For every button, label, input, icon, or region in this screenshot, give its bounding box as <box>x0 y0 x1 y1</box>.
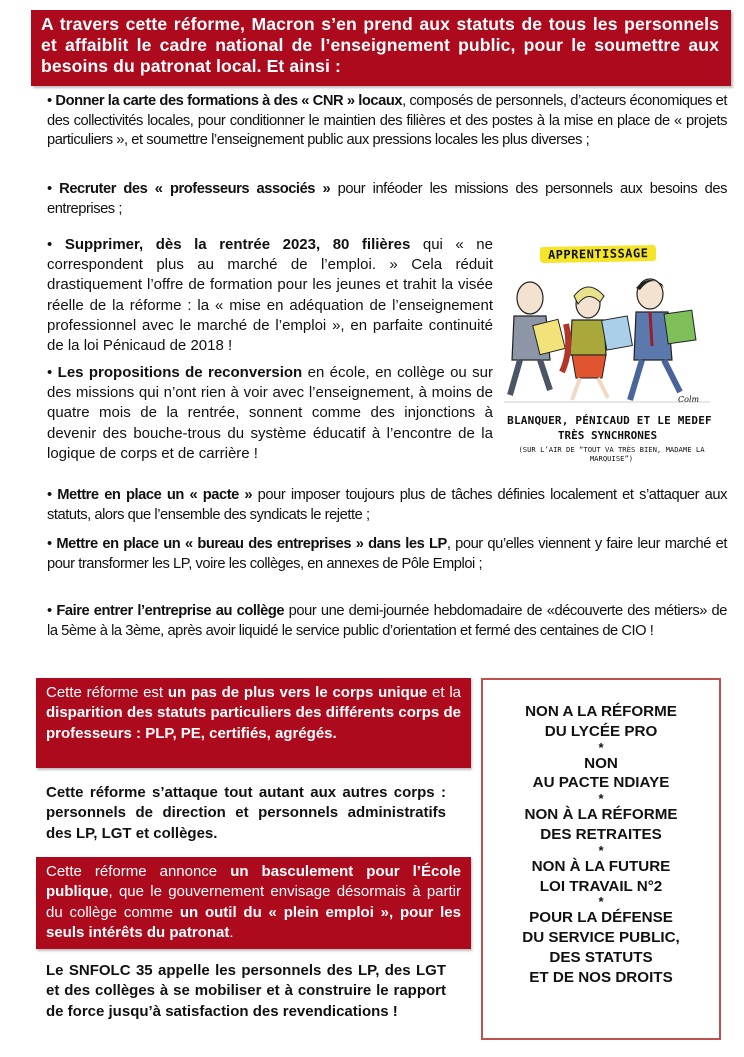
cartoon-caption-title: BLANQUER, PÉNICAUD ET LE MEDEF <box>507 414 712 427</box>
header-banner <box>31 10 731 86</box>
bullet-marker: • <box>47 536 52 552</box>
bullet-marker: • <box>47 364 53 381</box>
slogan-group-pacte <box>483 754 719 794</box>
bullet-lead: Donner la carte des formations à des « CNR » locaux <box>55 93 403 109</box>
bullet-text: pour imposer toujours plus de tâches définies localement et s’attaquer aux statuts, alors que l’ensemble des syndicats le rejette ; <box>47 487 727 523</box>
slogan-group-defense <box>483 908 719 987</box>
bullet-item-entreprise-college <box>47 602 727 641</box>
bullet-item-professeurs-associes <box>47 180 727 219</box>
slogan-line: NON À LA FUTURE <box>531 857 671 875</box>
bullet-marker: • <box>47 181 52 197</box>
slogan-separator: * <box>598 791 604 807</box>
red-callout-text <box>46 683 461 744</box>
slogan-line: ET DE NOS DROITS <box>529 968 673 986</box>
cartoon-illustration <box>500 240 715 463</box>
cartoon-signature: Colm <box>678 395 700 404</box>
cartoon-drawing <box>500 260 715 410</box>
bullet-text: qui « ne correspondent plus au marché de l’emploi. » Cela réduit drastiquement l’offre de formation pour les jeunes et trahit la visée réelle de la réforme : la « mise en adéquation de l’enseignement professionnel avec le marché de l’emploi », en parfaite continuité de la loi Pénicaud de 2018 ! <box>47 236 493 355</box>
bullet-marker: • <box>47 93 52 109</box>
slogan-line: DES STATUTS <box>549 948 653 966</box>
bullet-text: , composés de personnels, d’acteurs économiques et des collectivités locales, pour conditionner le maintien des filières et des postes à la mise en place de « projets particuliers », et soumettre l’enseignement public aux pressions locales les plus diverses ; <box>47 93 727 149</box>
callout-text: et la <box>427 684 461 701</box>
bullet-marker: • <box>47 487 52 503</box>
red-callout-corps-unique <box>36 678 471 768</box>
bullet-item-cnr <box>47 92 727 151</box>
bullet-lead: Faire entrer l’entreprise au collège <box>56 603 285 619</box>
cartoon-figure-middle <box>562 287 632 400</box>
bullet-text: en école, en collège ou sur des missions qui n’ont rien à voir avec l’enseignement, à moins de quatre mois de la rentrée, sonnent comme des injonctions à devenir des bouche-trous du système éducatif à l’encontre de la logique de corps et de carrière ! <box>47 364 493 462</box>
cartoon-caption-subtitle: TRÈS SYNCHRONES <box>557 429 658 442</box>
bullet-text: , pour qu’elles viennent y faire leur marché et pour transformer les LP, voire les collèges, en annexes de Pôle Emploi ; <box>47 536 727 572</box>
slogan-line: POUR LA DÉFENSE <box>529 909 673 927</box>
callout-emphasis: un basculement pour l’École publique <box>46 863 461 901</box>
slogan-box <box>481 678 721 1040</box>
bullet-text: pour une demi-journée hebdomadaire de «découverte des métiers» de la 5ème à la 3ème, après avoir liquidé le service public d’orientation et fermé des centaines de CIO ! <box>47 603 727 639</box>
slogan-group-lycee-pro <box>483 702 719 742</box>
bullet-marker: • <box>47 603 52 619</box>
cartoon-figure-right <box>630 279 696 400</box>
slogan-line: DU LYCÉE PRO <box>544 722 658 740</box>
red-callout-basculement <box>36 857 471 949</box>
bullet-lead: Recruter des « professeurs associés » <box>59 181 331 197</box>
callout-emphasis: un outil du « plein emploi », pour les seuls intérêts du patronat <box>46 903 461 942</box>
bullet-item-bureau-entreprises <box>47 535 727 574</box>
callout-text: Cette réforme annonce <box>46 863 231 880</box>
slogan-group-loi-travail <box>483 857 719 897</box>
slogan-line: NON À LA RÉFORME <box>524 806 678 824</box>
bullet-lead: Les propositions de reconversion <box>57 364 303 381</box>
bullet-item-reconversion <box>47 363 493 464</box>
cartoon-tag: APPRENTISSAGE <box>540 245 657 263</box>
slogan-line: DES RETRAITES <box>540 825 662 843</box>
slogan-separator: * <box>598 894 604 910</box>
slogan-separator: * <box>598 842 604 858</box>
callout-emphasis: disparition des statuts particuliers des différents corps de professeurs : PLP, PE, certifiés, agrégés. <box>46 704 461 742</box>
paragraph-autres-corps: Cette réforme s’attaque tout autant aux autres corps : personnels de direction et personnels administratifs des LP, LGT et collèges. <box>46 784 446 842</box>
bullet-item-pacte <box>47 486 727 525</box>
slogan-line: AU PACTE NDIAYE <box>532 774 670 792</box>
slogan-line: NON A LA RÉFORME <box>525 703 677 720</box>
callout-emphasis: un pas de plus vers le corps unique <box>167 684 428 701</box>
slogan-line: LOI TRAVAIL N°2 <box>539 877 663 895</box>
callout-text: Cette réforme est <box>46 684 168 701</box>
slogan-line: DU SERVICE PUBLIC, <box>522 929 680 947</box>
paragraph-appel-mobilisation: Le SNFOLC 35 appelle les personnels des LP, des LGT et des collèges à se mobiliser et à construire le rapport de force jusqu’à satisfaction des revendications ! <box>46 962 446 1020</box>
bullet-lead: Mettre en place un « bureau des entreprises » dans les LP <box>56 536 447 552</box>
bullet-text: pour inféoder les missions des personnels aux besoins des entreprises ; <box>47 181 727 217</box>
bullet-marker: • <box>47 236 53 253</box>
red-callout-text <box>46 862 461 944</box>
cartoon-figure-left <box>510 282 565 395</box>
slogan-separator: * <box>598 739 604 755</box>
slogan-line: NON <box>584 754 618 772</box>
slogan-group-retraites <box>483 805 719 845</box>
header-text: A travers cette réforme, Macron s’en prend aux statuts de tous les personnels et affaiblit le cadre national de l’enseignement public, pour le soumettre aux besoins du patronat local. Et ainsi : <box>41 14 719 76</box>
bullet-lead: Supprimer, dès la rentrée 2023, 80 filières <box>64 236 411 253</box>
callout-text: , que le gouvernement envisage désormais à partir du collège comme <box>46 883 461 921</box>
cartoon-caption-note: (SUR L’AIR DE “TOUT VA TRÈS BIEN, MADAME LA MARQUISE”) <box>518 445 705 463</box>
callout-text: . <box>229 924 234 942</box>
bullet-item-filieres <box>47 235 493 356</box>
bullet-lead: Mettre en place un « pacte » <box>57 487 253 503</box>
